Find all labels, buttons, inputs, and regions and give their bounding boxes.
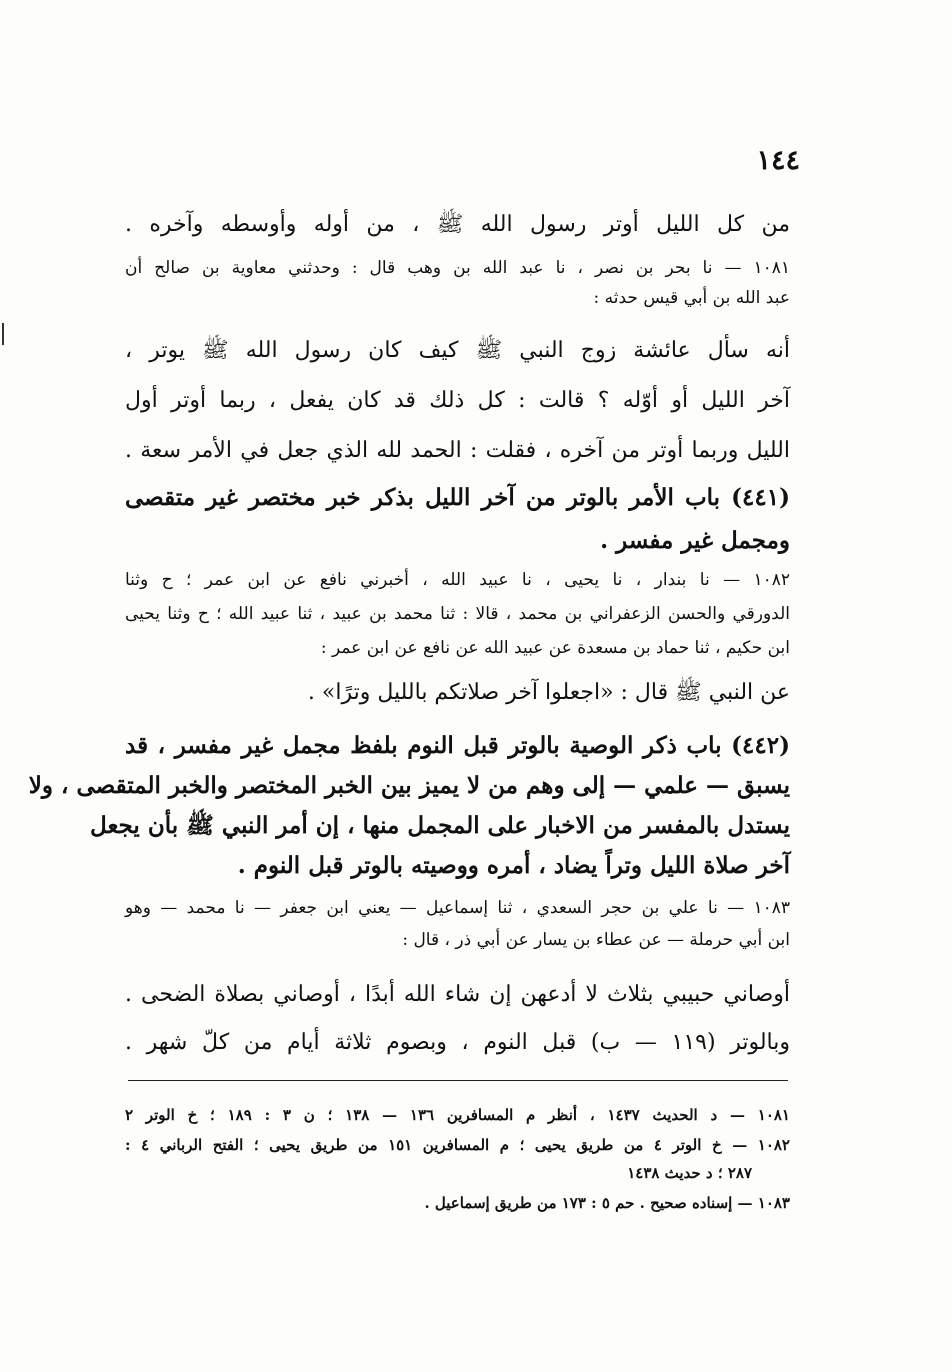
page-number: ١٤٤ [756, 145, 800, 176]
footnote-line: ١٠٨٢ — خ الوتر ٤ من طريق يحيى ؛ م المسافرين ١٥١ من طريق يحيى ؛ الفتح الرباني ٤ : [125, 1136, 790, 1154]
chapter-heading-line: يستدل بالمفسر من الاخبار على المجمل منها ، إن أمر النبي ﷺ بأن يجعل [90, 812, 790, 839]
chapter-heading-line: آخر صلاة الليل وتراً يضاد ، أمره ووصيته بالوتر قبل النوم . [237, 852, 790, 879]
text-line: ١٠٨٢ — نا بندار ، نا يحيى ، نا عبيد الله ، أخبرني نافع عن ابن عمر ؛ ح وثنا [125, 570, 790, 590]
text-line: الدورقي والحسن الزعفراني بن محمد ، قالا : ثنا محمد بن عبيد ، ثنا عبيد الله ؛ ح وثنا يحيى [125, 604, 790, 624]
chapter-heading-line: ومجمل غير مفسر . [600, 527, 790, 554]
footnote-divider [128, 1080, 788, 1081]
text-line: ابن أبي حرملة — عن عطاء بن يسار عن أبي ذر ، قال : [402, 930, 790, 950]
text-line: عن النبي ﷺ قال : «اجعلوا آخر صلاتكم بالليل وترًا» . [307, 680, 790, 705]
chapter-heading-line: يسبق — علمي — إلى وهم من لا يميز بين الخبر المختصر والخبر المتقصى ، ولا [28, 772, 790, 799]
chapter-heading-line: (٤٤٢) باب ذكر الوصية بالوتر قبل النوم بلفظ مجمل غير مفسر ، قد [125, 732, 790, 759]
chapter-heading-line: (٤٤١) باب الأمر بالوتر من آخر الليل بذكر خبر مختصر غير متقصى [125, 484, 790, 511]
text-line: ابن حكيم ، ثنا حماد بن مسعدة عن عبيد الله عن نافع عن ابن عمر : [320, 638, 790, 658]
text-line: الليل وربما أوتر من آخره ، فقلت : الحمد لله الذي جعل في الأمر سعة . [125, 438, 790, 463]
footnote-line: ٢٨٧ ؛ د حديث ١٤٣٨ [627, 1164, 752, 1182]
text-line: أوصاني حبيبي بثلاث لا أدعهن إن شاء الله أبدًا ، أوصاني بصلاة الضحى . [125, 982, 790, 1007]
text-line: أنه سأل عائشة زوج النبي ﷺ كيف كان رسول الله ﷺ يوتر ، [125, 338, 790, 363]
text-line: من كل الليل أوتر رسول الله ﷺ ، من أوله وأوسطه وآخره . [125, 212, 790, 237]
text-line: ١٠٨٣ — نا علي بن حجر السعدي ، ثنا إسماعيل — يعني ابن جعفر — نا محمد — وهو [125, 898, 790, 918]
text-line: ١٠٨١ — نا بحر بن نصر ، نا عبد الله بن وهب قال : وحدثني معاوية بن صالح أن [125, 258, 790, 278]
text-line: وبالوتر (١١٩ — ب) قبل النوم ، وبصوم ثلاثة أيام من كلّ شهر . [125, 1030, 790, 1055]
scan-edge-mark [2, 323, 4, 345]
footnote-line: ١٠٨١ — د الحديث ١٤٣٧ ، أنظر م المسافرين ١٣٦ — ١٣٨ ؛ ن ٣ : ١٨٩ ؛ خ الوتر ٢ [125, 1106, 790, 1124]
text-line: عبد الله بن أبي قيس حدثه : [593, 288, 790, 308]
footnote-line: ١٠٨٣ — إسناده صحيح . حم ٥ : ١٧٣ من طريق إسماعيل . [424, 1194, 790, 1212]
text-line: آخر الليل أو أوّله ؟ قالت : كل ذلك قد كان يفعل ، ربما أوتر أول [125, 388, 790, 413]
